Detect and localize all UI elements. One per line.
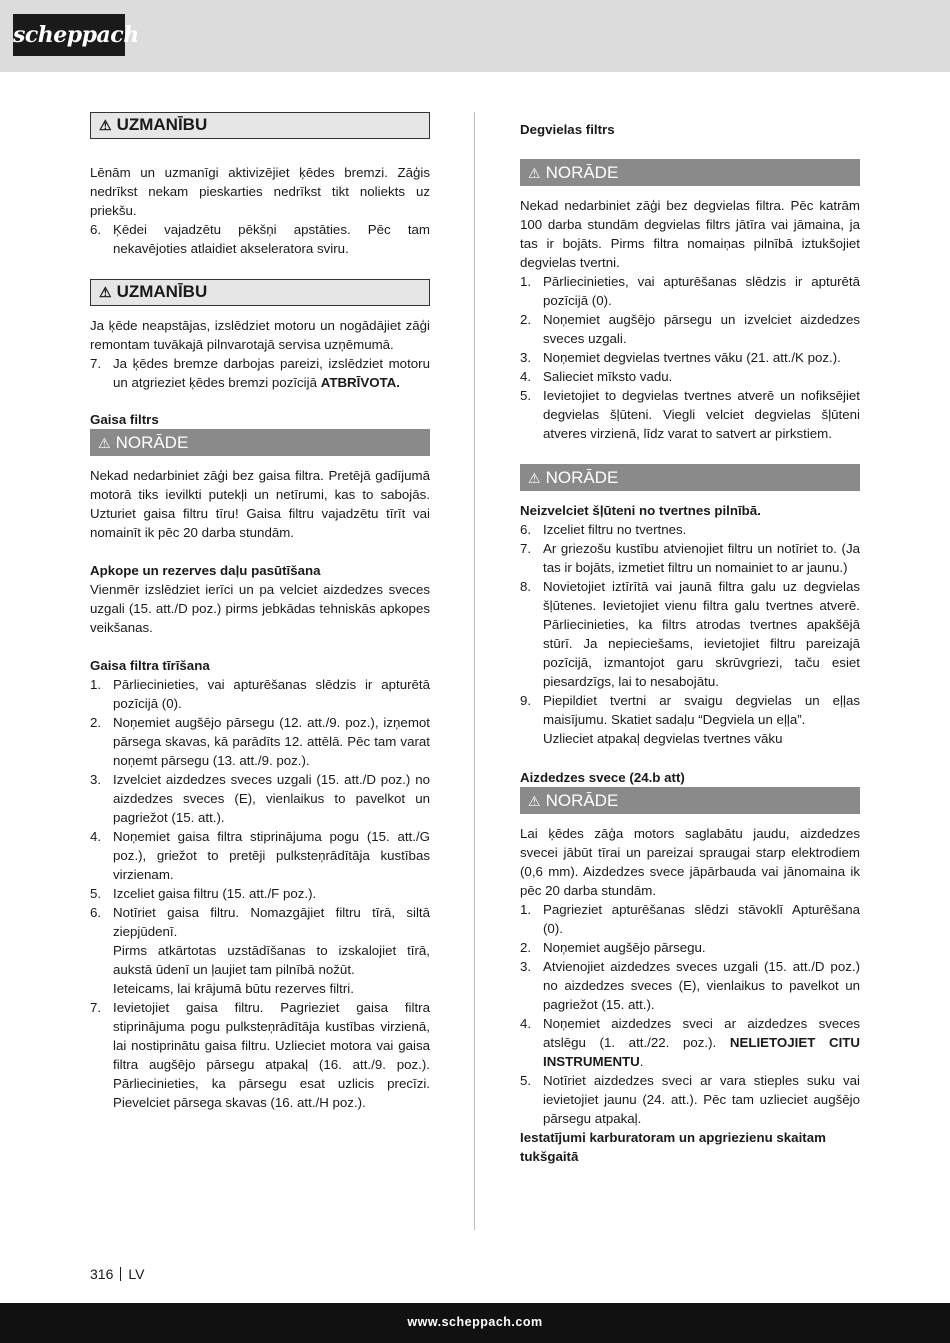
warning-text: Lēnām un uzmanīgi aktivizējiet ķēdes bremzi. Zāģis nedrīkst nekam pieskarties nedrīkst tikt noliekts uz priekšu. (90, 165, 430, 218)
list-item-number: 6. (520, 522, 532, 537)
list-item-number: 5. (520, 388, 532, 403)
warning-triangle-icon: ⚠ (99, 284, 112, 300)
list-item-text: Salieciet mīksto vadu. (543, 369, 673, 384)
list-item (90, 903, 430, 941)
note-box (520, 787, 860, 814)
list-item-text: Ievietojiet to degvielas tvertnes atverē un nofiksējiet degvielas šļūteni. Viegli velciet degvielas šļūteni atveres virzienā, līdz varat to satvert ar pirkstiem. (543, 388, 860, 441)
list-item: 7. Ievietojiet gaisa filtru. Pagrieziet gaisa filtra stiprinājuma pogu pulksteņrādītāja kustības virzienā, lai nostiprinātu gaisa filtru. Uzlieciet motora vai gaisa filtra augšējo pārsegu atpakaļ (16. att./9. poz.). Pārliecinieties, ka pārsegu esat uzlicis precīzi. Pievelciet pārsega skavas (16. att./H poz.). (90, 1000, 430, 1110)
list-item-number: 4. (90, 829, 102, 844)
list-item-number: 8. (520, 579, 532, 594)
list-item (90, 884, 430, 903)
list-item (520, 577, 860, 691)
note-box (90, 429, 430, 456)
list-item-text: Ar griezošu kustību atvienojiet filtru un notīriet to. (Ja tas ir bojāts, izmetiet filtru un nomainiet to ar jaunu.) (543, 541, 860, 575)
header-band (0, 0, 950, 72)
list-item-text: Izceliet gaisa filtru (15. att./F poz.). (113, 886, 317, 901)
list-item (520, 348, 860, 367)
list-item (520, 900, 860, 938)
list-item-number: 2. (520, 940, 532, 955)
list-item (520, 957, 860, 1014)
list-item-text: Pārliecinieties, vai apturēšanas slēdzis ir apturētā pozīcijā (0). (543, 274, 860, 308)
footer-separator (120, 1267, 121, 1281)
warning-triangle-icon: ⚠ (99, 117, 112, 133)
list-item-number: 2. (520, 312, 532, 327)
language-code: LV (128, 1266, 145, 1282)
section-heading: Degvielas filtrs (520, 122, 615, 137)
note-title: NORĀDE (545, 791, 619, 810)
note-text: Nekad nedarbiniet zāģi bez gaisa filtra. Pretējā gadījumā motorā tiks ievilkti putekļi un netīrumi, kas to sabojās. Uzturiet gaisa filtru tīru! Gaisa filtru vajadzētu tīrīt vai nomainīt ik pēc 20 darba stundām. (90, 468, 430, 540)
note-title: NORĀDE (115, 433, 189, 452)
note-text: Nekad nedarbiniet zāģi bez degvielas filtra. Pēc katrām 100 darba stundām degvielas filtrs jātīra vai jāmaina, ja tas ir bojāts. Pirms filtra nomaiņas pilnībā iztukšojiet degvielas tvertni. (520, 198, 860, 270)
list-item-text: Noņemiet augšējo pārsegu (12. att./9. poz.), izņemot pārsega skavas, kā parādīts 12. attēlā. Pēc tam varat noņemt pārsegu (13. att./9. poz.). (113, 715, 430, 768)
list-item-text: Noņemiet augšējo pārsegu un izvelciet aizdedzes sveces uzgali. (543, 312, 860, 346)
list-item-text: Novietojiet iztīrītā vai jaunā filtra galu uz degvielas šļūtenes. Ievietojiet vienu filtra galu tvertnes atverē. Pārliecinieties, ka filtrs atrodas tvertnes apakšējā stūrī. Ja nepieciešams, ievietojiet filtru pareizajā pozīcijā, izmantojot garu skrūvgriezi, taču esiet piesardzīgs, lai to nesabojātu. (543, 579, 860, 689)
list-item-text: Pārliecinieties, vai apturēšanas slēdzis ir apturētā pozīcijā (0). (113, 677, 430, 711)
footer-band (0, 1303, 950, 1343)
warning-triangle-icon: ⚠ (98, 435, 111, 451)
note-bold-text: Neizvelciet šļūteni no tvertnes pilnībā. (520, 503, 761, 518)
warning-triangle-icon: ⚠ (528, 793, 541, 809)
list-item (520, 520, 860, 539)
website-link[interactable]: www.scheppach.com (407, 1315, 543, 1329)
warning-triangle-icon: ⚠ (528, 165, 541, 181)
list-item-number: 1. (520, 902, 532, 917)
list-item-number: 6. (90, 905, 102, 920)
warning-box (90, 112, 430, 139)
cleaning-steps-list (90, 675, 430, 941)
section-heading: Aizdedzes svece (24.b att) (520, 770, 685, 785)
list-item-number: 1. (90, 677, 102, 692)
list-item (520, 272, 860, 310)
note-box (520, 464, 860, 491)
list-item-number: 3. (90, 772, 102, 787)
list-item-text: Noņemiet augšējo pārsegu. (543, 940, 706, 955)
list-item-text: Atvienojiet aizdedzes sveces uzgali (15. att./D poz.) no aizdedzes sveces (E), vienlaikus to pavelkot un pagriežot (15. att.). (543, 959, 860, 1012)
section-heading: Gaisa filtra tīrīšana (90, 658, 210, 673)
list-item-text: Izvelciet aizdedzes sveces uzgali (15. att./D poz.) no aizdedzes sveces (E), vienlaikus to pavelkot un pagriežot (15. att.). (113, 772, 430, 825)
note-box (520, 159, 860, 186)
section-heading: Iestatījumi karburatoram un apgriezienu skaitam tukšgaitā (520, 1130, 826, 1164)
list-item-text: Izceliet filtru no tvertnes. (543, 522, 687, 537)
list-item: 6. Ķēdei vajadzētu pēkšņi apstāties. Pēc tam nekavējoties atlaidiet akseleratora sviru. (90, 222, 430, 256)
list-item (520, 539, 860, 577)
list-item (520, 310, 860, 348)
paragraph: Vienmēr izslēdziet ierīci un pa velciet aizdedzes sveces uzgali (15. att./D poz.) pirms jebkādas tehniskās apkopes veikšanas. (90, 582, 430, 635)
list-item-number: 9. (520, 693, 532, 708)
list-item: 5. Notīriet aizdedzes sveci ar vara stieples suku vai ievietojiet jaunu (24. att.). Pēc tam uzlieciet augšējo pārsegu atpakaļ. (520, 1073, 860, 1126)
list-item-continuation: Ieteicams, lai krājumā būtu rezerves filtri. (113, 981, 354, 996)
list-item-text: Pagrieziet apturēšanas slēdzi stāvoklī Apturēšana (0). (543, 902, 860, 936)
list-item (520, 367, 860, 386)
list-item (90, 713, 430, 770)
list-item-text: Noņemiet degvielas tvertnes vāku (21. att./K poz.). (543, 350, 841, 365)
list-item-number: 1. (520, 274, 532, 289)
list-item (520, 938, 860, 957)
warning-title: UZMANĪBU (116, 115, 208, 134)
list-item: 4. Noņemiet aizdedzes sveci ar aizdedzes sveces atslēgu (1. att./22. poz.). NELIETOJIET CITU INSTRUMENTU. (520, 1016, 860, 1069)
section-heading: Apkope un rezerves daļu pasūtīšana (90, 563, 321, 578)
warning-text: Ja ķēde neapstājas, izslēdziet motoru un nogādājiet zāģi remontam tuvākajā pilnvarotajā servisa uzņēmumā. (90, 318, 430, 352)
list-item-number: 3. (520, 350, 532, 365)
fuel-steps-list (520, 520, 860, 729)
list-item-number: 5. (90, 886, 102, 901)
scheppach-logo: scheppach (13, 14, 125, 56)
list-item: 7. Ja ķēdes bremze darbojas pareizi, izslēdziet motoru un atgrieziet ķēdes bremzi pozīcijā ATBRĪVOTA. (90, 356, 430, 390)
list-item-text: Notīriet gaisa filtru. Nomazgājiet filtru tīrā, siltā ziepjūdenī. (113, 905, 430, 939)
note-text: Lai ķēdes zāģa motors saglabātu jaudu, aizdedzes svecei jābūt tīrai un pareizai spraugai starp elektrodiem (0,6 mm). Aizdedzes svece jāpārbauda vai jānomaina ik pēc 20 darba stundām. (520, 826, 860, 898)
fuel-steps-list (520, 272, 860, 443)
warning-triangle-icon: ⚠ (528, 470, 541, 486)
list-item-number: 4. (520, 369, 532, 384)
warning-title: UZMANĪBU (116, 282, 208, 301)
list-item-text: Noņemiet gaisa filtra stiprinājuma pogu (15. att./G poz.), griežot to pretēji pulksteņrādītāja kustības virzienam. (113, 829, 430, 882)
list-item-number: 2. (90, 715, 102, 730)
list-item-text: Piepildiet tvertni ar svaigu degvielas un eļļas maisījumu. Skatiet sadaļu “Degviela un eļļa”. (543, 693, 860, 727)
note-title: NORĀDE (545, 468, 619, 487)
spark-steps-list (520, 900, 860, 1014)
list-item (520, 691, 860, 729)
page-number-label (90, 1265, 144, 1283)
list-item (90, 827, 430, 884)
list-item (90, 770, 430, 827)
list-item (520, 386, 860, 443)
warning-box (90, 279, 430, 306)
left-column (90, 112, 430, 1112)
list-item-continuation: Pirms atkārtotas uzstādīšanas to izskalojiet tīrā, aukstā ūdenī un ļaujiet tam pilnībā nožūt. (113, 943, 430, 977)
list-item-continuation: Uzlieciet atpakaļ degvielas tvertnes vāku (543, 731, 783, 746)
list-item-number: 3. (520, 959, 532, 974)
list-item-number: 7. (520, 541, 532, 556)
list-item (90, 675, 430, 713)
column-divider (474, 112, 475, 1230)
right-column (520, 112, 860, 1166)
note-title: NORĀDE (545, 163, 619, 182)
page-number: 316 (90, 1266, 114, 1282)
section-heading: Gaisa filtrs (90, 412, 159, 427)
